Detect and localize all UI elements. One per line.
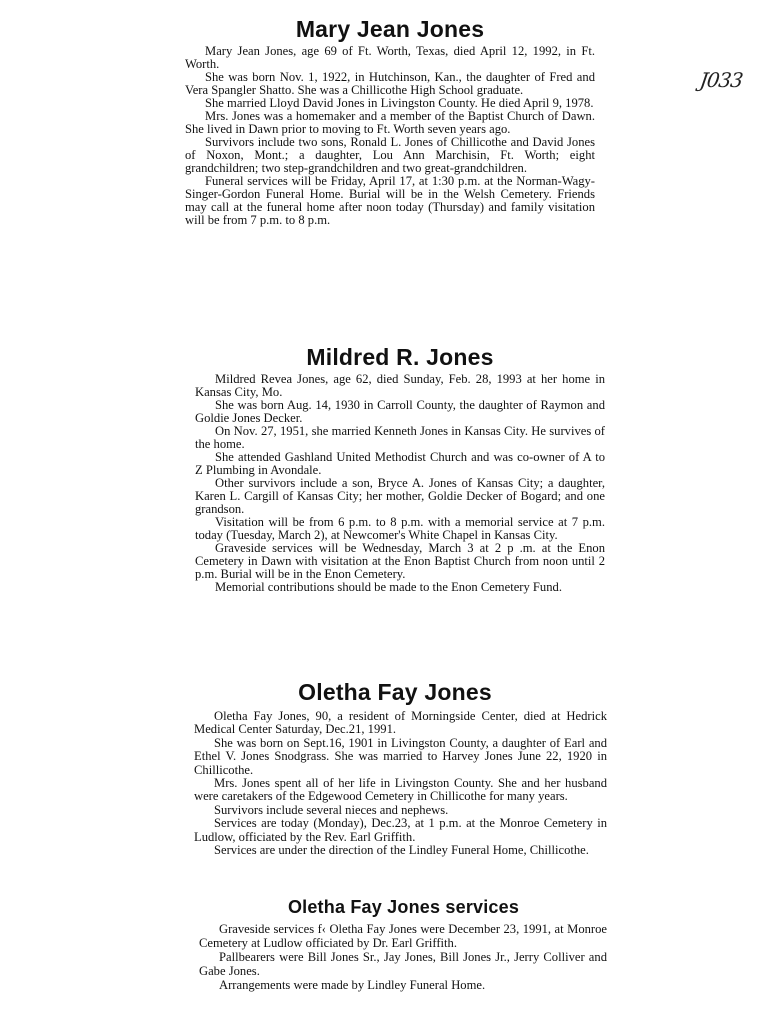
paragraph: Graveside services will be Wednesday, March 3 at 2 p .m. at the Enon Cemetery in Dawn with visitation at the Enon Baptist Church from noon until 2 p.m. Burial will be in the Enon Cemetery.	[195, 541, 605, 581]
paragraph: She attended Gashland United Methodist Church and was co-owner of A to Z Plumbing in Avondale.	[195, 450, 605, 477]
paragraph: Mildred Revea Jones, age 62, died Sunday, Feb. 28, 1993 at her home in Kansas City, Mo.	[195, 372, 605, 399]
paragraph: Other survivors include a son, Bryce A. Jones of Kansas City; a daughter, Karen L. Cargill of Kansas City; her mother, Goldie Decker of Bogard; and one grandson.	[195, 476, 605, 516]
paragraph: Survivors include two sons, Ronald L. Jones of Chillicothe and David Jones of Noxon, Mont.; a daughter, Lou Ann Marchisin, Ft. Worth; eight grandchildren; two step-grandchildren and two great-grandchildren.	[185, 135, 595, 175]
paragraph: Services are today (Monday), Dec.23, at 1 p.m. at the Monroe Cemetery in Ludlow, officiated by the Rev. Earl Griffith.	[194, 816, 607, 844]
obituary-body	[194, 710, 607, 857]
obituary-body	[199, 922, 607, 992]
paragraph: Pallbearers were Bill Jones Sr., Jay Jones, Bill Jones Jr., Jerry Colliver and Gabe Jones.	[199, 950, 607, 978]
obituary-title: Mary Jean Jones	[295, 16, 485, 42]
paragraph: Memorial contributions should be made to the Enon Cemetery Fund.	[215, 580, 562, 594]
paragraph: Arrangements were made by Lindley Funeral Home.	[219, 978, 486, 992]
paragraph: She was born Nov. 1, 1922, in Hutchinson, Kan., the daughter of Fred and Vera Spangler Shatto. She was a Chillicothe High School graduate.	[185, 70, 595, 97]
obituary-title: Oletha Fay Jones	[298, 679, 492, 705]
obituary-title: Mildred R. Jones	[306, 344, 494, 370]
paragraph: Oletha Fay Jones, 90, a resident of Morningside Center, died at Hedrick Medical Center Saturday, Dec.21, 1991.	[194, 709, 607, 737]
paragraph: Graveside services f‹ Oletha Fay Jones were December 23, 1991, at Monroe Cemetery at Ludlow officiated by Dr. Earl Griffith.	[199, 922, 607, 950]
paragraph: Mary Jean Jones, age 69 of Ft. Worth, Texas, died April 12, 1992, in Ft. Worth.	[185, 44, 595, 71]
paragraph: On Nov. 27, 1951, she married Kenneth Jones in Kansas City. He survives of the home.	[195, 424, 605, 451]
paragraph: Visitation will be from 6 p.m. to 8 p.m. with a memorial service at 7 p.m. today (Tuesday, March 2), at Newcomer's White Chapel in Kansas City.	[195, 515, 605, 542]
paragraph: Funeral services will be Friday, April 17, at 1:30 p.m. at the Norman-Wagy-Singer-Gordon Funeral Home. Burial will be in the Welsh Cemetery. Friends may call at the funeral home after noon today (Thursday) and family visitation will be from 7 p.m. to 8 p.m.	[185, 174, 595, 227]
paragraph: Mrs. Jones spent all of her life in Livingston County. She and her husband were caretakers of the Edgewood Cemetery in Chillicothe for many years.	[194, 776, 607, 804]
paragraph: Mrs. Jones was a homemaker and a member of the Baptist Church of Dawn. She lived in Dawn prior to moving to Ft. Worth seven years ago.	[185, 109, 595, 136]
obituary-body	[195, 373, 605, 594]
paragraph: She married Lloyd David Jones in Livingston County. He died April 9, 1978.	[205, 96, 594, 110]
paragraph: She was born Aug. 14, 1930 in Carroll County, the daughter of Raymon and Goldie Jones Decker.	[195, 398, 605, 425]
obituary-body	[185, 45, 595, 227]
paragraph: Services are under the direction of the Lindley Funeral Home, Chillicothe.	[214, 843, 589, 858]
handwritten-annotation: J033	[698, 68, 744, 92]
paragraph: Survivors include several nieces and nephews.	[214, 802, 449, 817]
paragraph: She was born on Sept.16, 1901 in Livingston County, a daughter of Earl and Ethel V. Jones Snodgrass. She was married to Harvey Jones June 22, 1920 in Chillicothe.	[194, 735, 607, 777]
obituary-subtitle: Oletha Fay Jones services	[287, 897, 520, 917]
